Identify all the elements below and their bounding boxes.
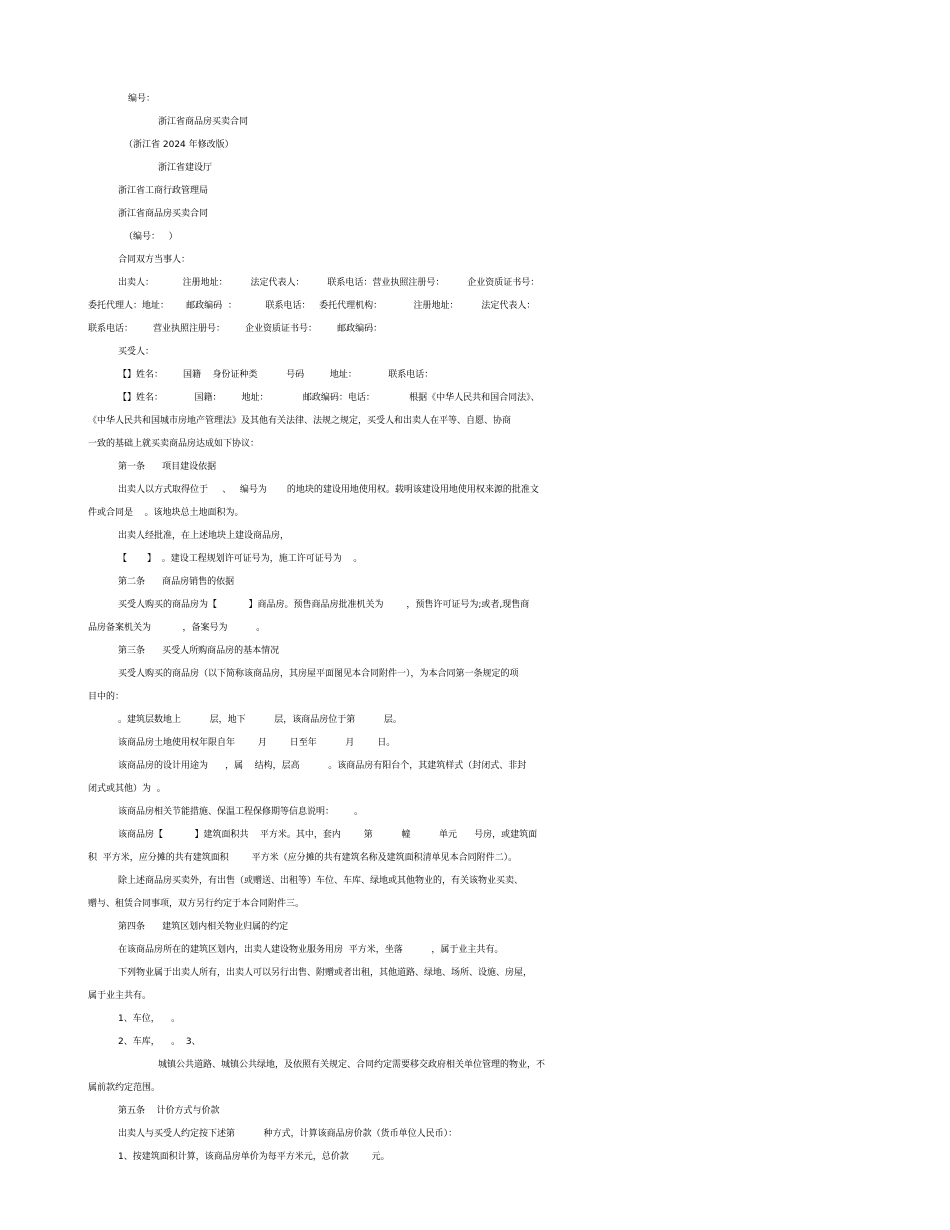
list-item: 2、车库， 。 3、 <box>118 1037 201 1047</box>
article-2-heading: 第二条 商品房销售的依据 <box>118 577 235 587</box>
paragraph-line: 该商品房【 】建筑面积共 平方米。其中，套内 第 幢 单元 号房，或建筑面 <box>118 830 538 840</box>
paragraph-line: 该商品房土地使用权年限自年 月 日至年 月 日。 <box>118 738 396 748</box>
paragraph-line: 城镇公共道路、城镇公共绿地，及依照有关规定、合同约定需要移交政府相关单位管理的物业，不 <box>158 1060 546 1070</box>
contract-version: （浙江省 2024 年修改版） <box>124 140 234 150</box>
paragraph-line: 目中的： <box>88 692 125 702</box>
paragraph-line: 出卖人经批准，在上述地块上建设商品房， <box>118 531 290 541</box>
paragraph-line: 品房备案机关为 ，备案号为 。 <box>88 623 266 633</box>
contract-number-label: 编号： <box>128 94 156 104</box>
paragraph-line: 一致的基础上就买卖商品房达成如下协议： <box>88 439 260 449</box>
buyer-line-2: 【】姓名： 国籍： 地址： 邮政编码：电话： 根据《中华人民共和国合同法》、 <box>118 393 540 403</box>
paragraph-line: 出卖人以方式取得位于 、 编号为 的地块的建设用地使用权。载明该建设用地使用权来源的批准文 <box>118 485 539 495</box>
paragraph-line: 件或合同是 。该地块总土地面积为。 <box>88 508 244 518</box>
paragraph-line: 【 】 。建设工程规划许可证号为，施工许可证号为 。 <box>118 554 363 564</box>
paragraph-line: 下列物业属于出卖人所有，出卖人可以另行出售、附赠或者出租，其他道路、绿地、场所、设施、房屋， <box>118 968 533 978</box>
paragraph-line: 属前款约定范围。 <box>88 1083 161 1093</box>
paragraph-line: 赠与、租赁合同事项，双方另行约定于本合同附件三。 <box>88 899 305 909</box>
article-5-heading: 第五条 计价方式与价款 <box>118 1106 220 1116</box>
contract-subtitle: 浙江省商品房买卖合同 <box>118 209 209 219</box>
issuer-commerce-bureau: 浙江省工商行政管理局 <box>118 186 209 196</box>
paragraph-line: 1、按建筑面积计算，该商品房单价为每平方米元，总价款 元。 <box>118 1152 390 1162</box>
seller-contact-line: 联系电话： 营业执照注册号： 企业资质证书号： 邮政编码： <box>88 324 383 334</box>
list-item: 1、车位， 。 <box>118 1014 181 1024</box>
paragraph-line: 在该商品房所在的建筑区划内，出卖人建设物业服务用房 平方米，坐落 ，属于业主共有。 <box>118 945 504 955</box>
paragraph-line: 该商品房相关节能措施、保温工程保修期等信息说明： 。 <box>118 807 364 817</box>
buyer-heading: 买受人： <box>118 347 155 357</box>
paragraph-line: 出卖人与买受人约定按下述第 种方式，计算该商品房价款（货币单位人民币）： <box>118 1129 458 1139</box>
article-4-heading: 第四条 建筑区划内相关物业归属的约定 <box>118 922 289 932</box>
article-1-heading: 第一条 项目建设依据 <box>118 462 217 472</box>
paragraph-line: 。建筑层数地上 层，地下 层，该商品房位于第 层。 <box>118 715 402 725</box>
paragraph-line: 积 平方米，应分摊的共有建筑面积 平方米（应分摊的共有建筑名称及建筑面积清单见本合同附件二）。 <box>88 853 518 863</box>
paragraph-line: 属于业主共有。 <box>88 991 152 1001</box>
paragraph-line: 闭式或其他）为 。 <box>88 784 166 794</box>
seller-line: 出卖人： 注册地址： 法定代表人： 联系电话：营业执照注册号： 企业资质证书号： <box>118 278 540 288</box>
paragraph-line: 除上述商品房买卖外，有出售（或赠送、出租等）车位、车库、绿地或其他物业的，有关该物业买卖、 <box>118 876 524 886</box>
issuer-construction-dept: 浙江省建设厅 <box>158 163 213 173</box>
contract-number-paren: （编号： ） <box>124 232 178 242</box>
paragraph-line: 买受人购买的商品房为【 】商品房。预售商品房批准机关为 ，预售许可证号为;或者,现售商 <box>118 600 530 610</box>
contract-title: 浙江省商品房买卖合同 <box>158 117 249 127</box>
paragraph-line: 买受人购买的商品房（以下简称该商品房，其房屋平面图见本合同附件一），为本合同第一条规定的项 <box>118 669 519 679</box>
seller-agent-line: 委托代理人：地址： 邮政编码 ： 联系电话： 委托代理机构： 注册地址： 法定代表人： <box>88 301 536 311</box>
article-3-heading: 第三条 买受人所购商品房的基本情况 <box>118 646 280 656</box>
buyer-line-1: 【】姓名： 国籍 身份证种类 号码 地址： 联系电话： <box>118 370 434 380</box>
paragraph-line: 《中华人民共和国城市房地产管理法》及其他有关法律、法规之规定，买受人和出卖人在平等、自愿、协商 <box>88 416 512 426</box>
paragraph-line: 该商品房的设计用途为 ，属 结构，层高 。该商品房有阳台个，其建筑样式（封闭式、非封 <box>118 761 527 771</box>
parties-heading: 合同双方当事人： <box>118 255 191 265</box>
